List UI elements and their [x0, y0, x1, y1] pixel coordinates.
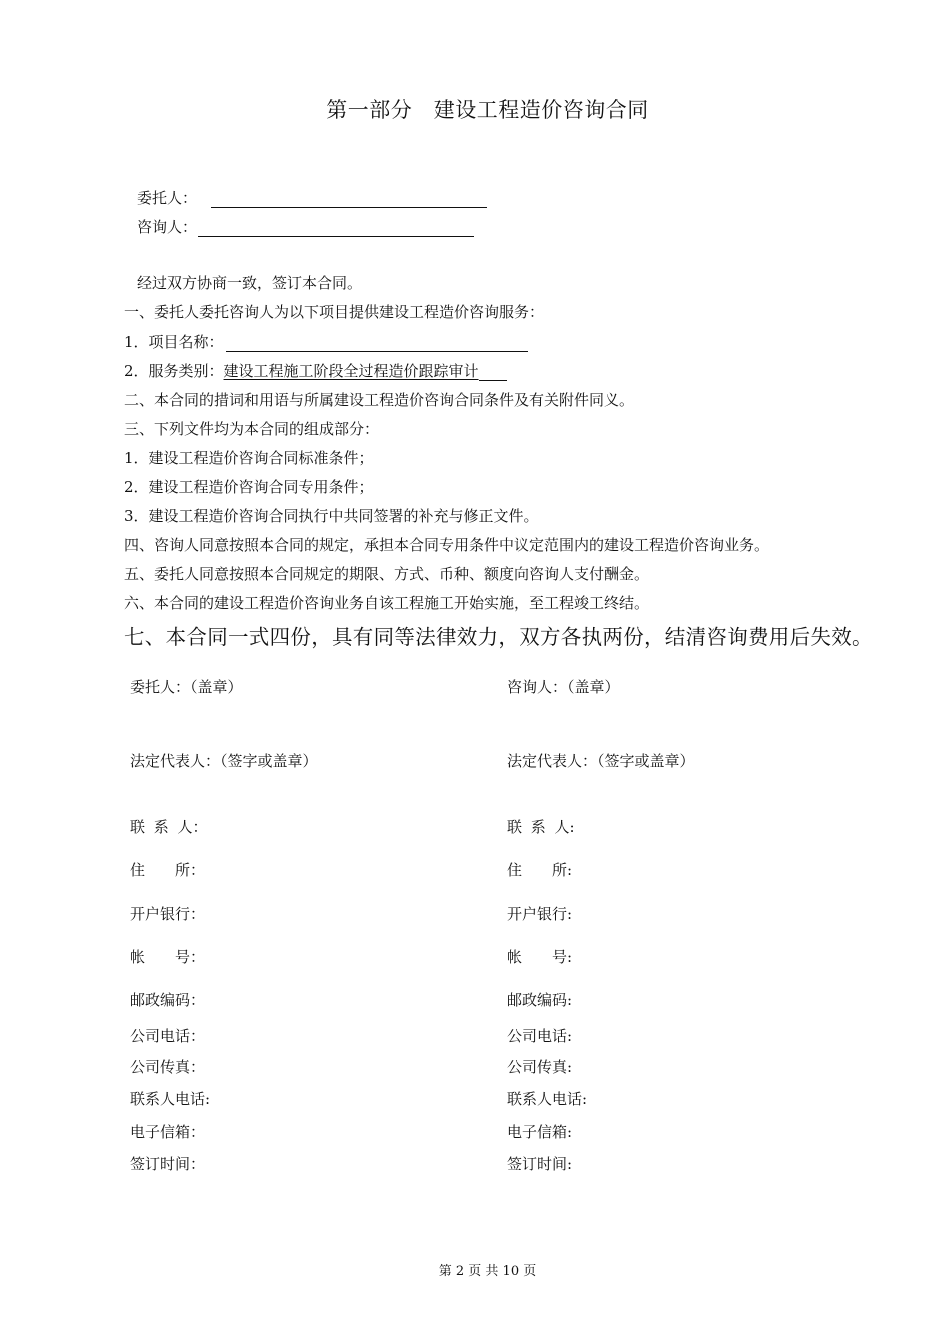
right-email: 电子信箱:: [507, 1123, 573, 1141]
clause-5: 五、委托人同意按照本合同规定的期限、方式、币种、额度向咨询人支付酬金。: [124, 565, 650, 583]
left-account: 帐 号：: [130, 948, 206, 966]
right-address: 住 所:: [507, 861, 573, 879]
consultant-label: 咨询人：: [137, 218, 198, 236]
right-contact: 联 系 人:: [507, 818, 575, 836]
right-postcode: 邮政编码:: [507, 991, 573, 1009]
client-line: [137, 187, 487, 208]
left-contact-phone: 联系人电话:: [130, 1090, 211, 1108]
service-category-tail: [479, 365, 507, 381]
left-phone: 公司电话：: [130, 1027, 206, 1045]
consultant-line: [137, 216, 474, 237]
left-contact: 联 系 人：: [130, 818, 208, 836]
right-bank: 开户银行:: [507, 905, 573, 923]
client-label: 委托人：: [137, 189, 198, 207]
left-rep: 法定代表人：（签字或盖章）: [130, 752, 318, 770]
service-category-value: 建设工程施工阶段全过程造价跟踪审计: [223, 362, 479, 380]
left-party: 委托人：（盖章）: [130, 678, 243, 696]
right-date: 签订时间:: [507, 1155, 573, 1173]
item-2-line: [124, 360, 507, 381]
item-2-label: 2．服务类别：: [124, 362, 224, 380]
consultant-blank: [198, 220, 474, 237]
right-account: 帐 号:: [507, 948, 573, 966]
clause-2: 二、本合同的措词和用语与所属建设工程造价咨询合同条件及有关附件同义。: [124, 391, 635, 409]
page-title: 第一部分 建设工程造价咨询合同: [326, 98, 649, 122]
doc-item-3: 3．建设工程造价咨询合同执行中共同签署的补充与修正文件。: [124, 507, 539, 525]
page-footer: 第 2 页 共 10 页: [438, 1264, 537, 1279]
item-1-line: [124, 331, 528, 352]
left-address: 住 所：: [130, 861, 206, 879]
clause-4: 四、咨询人同意按照本合同的规定，承担本合同专用条件中议定范围内的建设工程造价咨询业务。: [124, 536, 770, 554]
right-rep: 法定代表人：（签字或盖章）: [507, 752, 695, 770]
right-party: 咨询人：（盖章）: [507, 678, 620, 696]
project-name-blank: [226, 335, 528, 352]
client-blank: [211, 191, 487, 208]
intro-text: 经过双方协商一致，签订本合同。: [137, 274, 363, 292]
doc-item-1: 1．建设工程造价咨询合同标准条件；: [124, 449, 374, 467]
right-fax: 公司传真:: [507, 1058, 573, 1076]
item-1-label: 1．项目名称：: [124, 333, 224, 351]
right-phone: 公司电话:: [507, 1027, 573, 1045]
left-fax: 公司传真：: [130, 1058, 206, 1076]
clause-7: 七、本合同一式四份，具有同等法律效力，双方各执两份，结清咨询费用后失效。: [124, 625, 873, 649]
left-bank: 开户银行：: [130, 905, 206, 923]
left-date: 签订时间：: [130, 1155, 206, 1173]
clause-3: 三、下列文件均为本合同的组成部分：: [124, 420, 380, 438]
clause-1: 一、委托人委托咨询人为以下项目提供建设工程造价咨询服务：: [124, 303, 545, 321]
left-postcode: 邮政编码：: [130, 991, 206, 1009]
left-email: 电子信箱：: [130, 1123, 206, 1141]
right-contact-phone: 联系人电话:: [507, 1090, 588, 1108]
clause-6: 六、本合同的建设工程造价咨询业务自该工程施工开始实施，至工程竣工终结。: [124, 594, 650, 612]
doc-item-2: 2．建设工程造价咨询合同专用条件；: [124, 478, 374, 496]
